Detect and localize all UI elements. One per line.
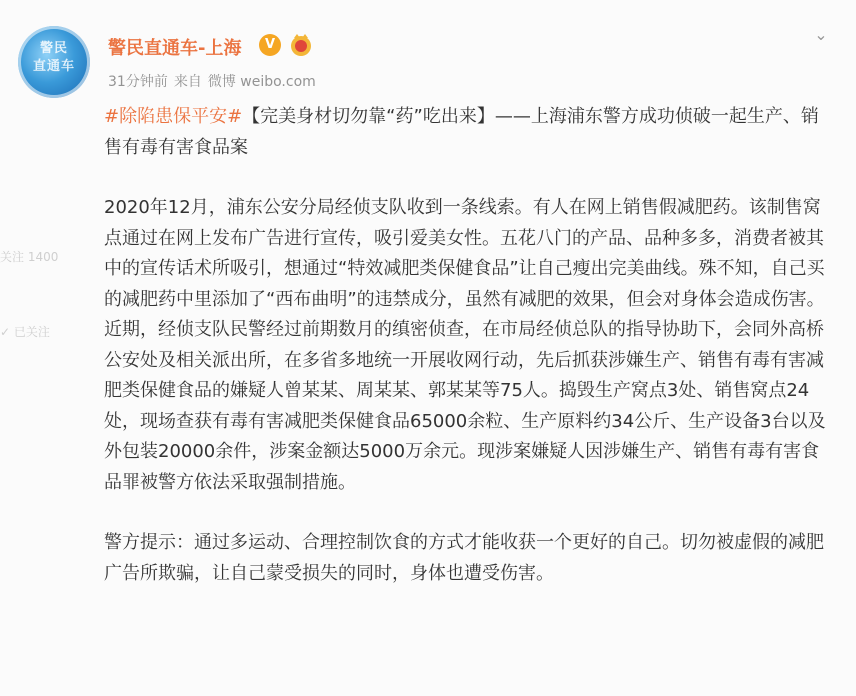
ghost-followed: ✓ 已关注 [0,325,50,339]
post-meta [108,71,322,91]
post-title: 【完美身材切勿靠“药”吃出来】——上海浦东警方成功侦破一起生产、销售有毒有害食品案 [104,106,819,158]
post-content [104,102,832,589]
ghost-follow-count: 关注 1400 [0,250,59,264]
post-time[interactable]: 31分钟前 [108,74,168,90]
hashtag-link[interactable]: #除陷患保平安# [104,106,243,127]
author-name[interactable]: 警民直通车-上海 [108,38,242,59]
source-prefix: 来自 [173,74,202,90]
vip-icon [287,33,315,57]
police-tip: 警方提示：通过多运动、合理控制饮食的方式才能收获一个更好的自己。切勿被虚假的减肥广告所欺骗，让自己蒙受损失的同时，身体也遭受伤害。 [104,532,824,584]
post-title-line [104,102,832,163]
chevron-down-icon[interactable]: ⌄ [814,25,828,44]
avatar-text: 警民 直通车 [32,41,75,74]
avatar[interactable] [18,26,90,98]
paragraph-clue: 2020年12月，浦东公安分局经侦支队收到一条线索。有人在网上销售假减肥药。该制售窝点通过在网上发布广告进行宣传，吸引爱美女性。五花八门的产品、品种多多，消费者被其中的宣传话术所吸引，想通过“特效减肥类保健食品”让自己瘦出完美曲线。殊不知，自己买的减肥药中里添加了“西布曲明”的违禁成分，虽然有减肥的效果，但会对身体会造成伤害。 [104,197,825,310]
verified-icon: V [259,34,281,56]
post-source[interactable]: 微博 weibo.com [207,74,316,90]
paragraph-investigation: 近期，经侦支队民警经过前期数月的缜密侦查，在市局经侦总队的指导协助下，会同外高桥公安处及相关派出所，在多省多地统一开展收网行动，先后抓获涉嫌生产、销售有毒有害减肥类保健食品的嫌疑人曾某某、周某某、郭某某等75人。捣毁生产窝点3处、销售窝点24处，现场查获有毒有害减肥类保健食品65000余粒、生产原料约34公斤、生产设备3台以及外包装20000余件，涉案金额达5000万余元。现涉案嫌疑人因涉嫌生产、销售有毒有害食品罪被警方依法采取强制措施。 [104,319,826,493]
